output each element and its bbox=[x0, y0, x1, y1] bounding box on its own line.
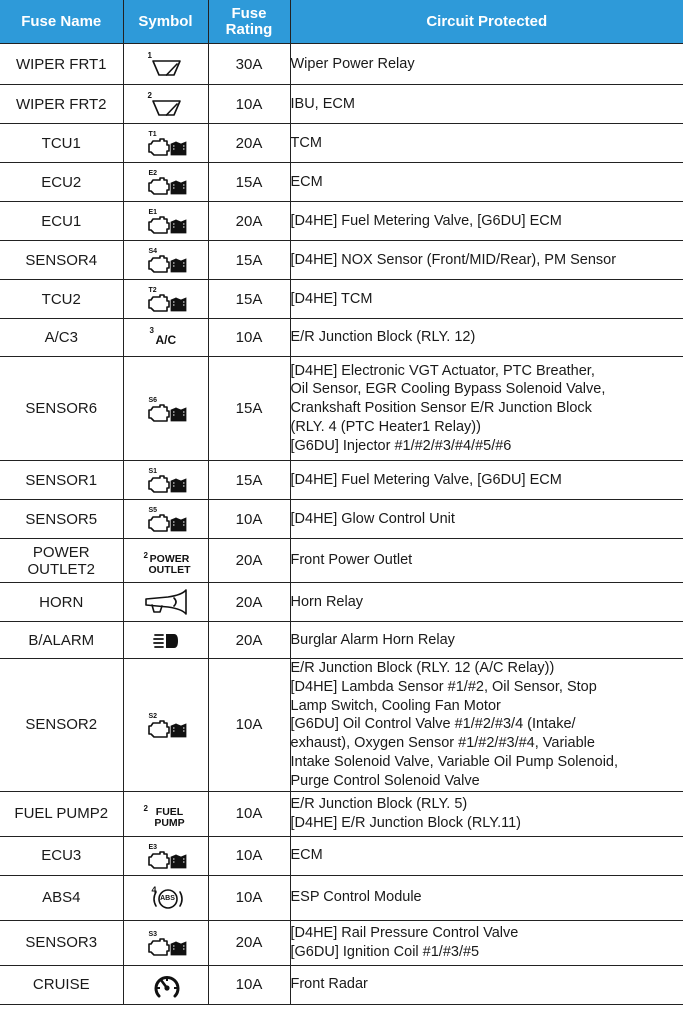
header-fuse-rating-line: Rating bbox=[225, 20, 273, 38]
circuit-protected-cell bbox=[290, 319, 683, 357]
engine-book-icon bbox=[138, 206, 194, 236]
circuit-protected-cell bbox=[290, 836, 683, 875]
fuse-name-line: ABS4 bbox=[42, 889, 81, 907]
circuit-line: [G6DU] Injector #1/#2/#3/#4/#5/#6 bbox=[290, 437, 512, 454]
symbol-text-line: PUMP bbox=[154, 816, 185, 829]
symbol-cell bbox=[123, 461, 208, 500]
fuse-name-cell bbox=[0, 875, 123, 920]
circuit-line: [D4HE] E/R Junction Block (RLY.11) bbox=[290, 814, 521, 831]
table-row bbox=[0, 357, 683, 461]
engine-book-icon bbox=[138, 504, 194, 534]
circuit-line: [D4HE] Electronic VGT Actuator, PTC Breather, bbox=[290, 362, 595, 379]
circuit-line: [D4HE] Fuel Metering Valve, [G6DU] ECM bbox=[290, 471, 562, 488]
engine-book-icon bbox=[138, 928, 194, 958]
circuit-protected-cell bbox=[290, 85, 683, 124]
circuit-line: E/R Junction Block (RLY. 12) bbox=[290, 329, 476, 346]
fuse-name-cell bbox=[0, 965, 123, 1004]
fuse-rating-cell: 10A bbox=[208, 319, 290, 357]
fuse-name-line: CRUISE bbox=[32, 976, 90, 994]
symbol-superscript: E2 bbox=[148, 170, 158, 177]
symbol-cell bbox=[123, 319, 208, 357]
circuit-line: exhaust), Oxygen Sensor #1/#2/#3/#4, Variable bbox=[290, 735, 595, 752]
table-row bbox=[0, 241, 683, 280]
fuse-name-line: FUEL PUMP2 bbox=[14, 805, 109, 823]
fuse-name-line: SENSOR6 bbox=[25, 400, 98, 417]
circuit-line: [D4HE] Rail Pressure Control Valve bbox=[290, 924, 519, 941]
fuse-name-cell bbox=[0, 622, 123, 659]
symbol-cell bbox=[123, 539, 208, 583]
circuit-protected-cell bbox=[290, 622, 683, 659]
fuse-name-cell bbox=[0, 461, 123, 500]
circuit-line: [G6DU] Oil Control Valve #1/#2/#3/4 (Intake/ bbox=[290, 716, 576, 733]
fuse-rating-cell: 10A bbox=[208, 659, 290, 792]
circuit-line: Burglar Alarm Horn Relay bbox=[290, 631, 455, 648]
circuit-line: [D4HE] TCM bbox=[290, 290, 373, 307]
symbol-text-line: FUEL bbox=[155, 805, 184, 818]
engine-book-icon bbox=[138, 465, 194, 495]
symbol-text-line: A/C bbox=[155, 332, 177, 347]
wiper-icon bbox=[138, 49, 194, 79]
symbol-text bbox=[159, 895, 177, 903]
fuse-rating-cell: 30A bbox=[208, 44, 290, 85]
circuit-protected-cell bbox=[290, 44, 683, 85]
circuit-protected-cell bbox=[290, 202, 683, 241]
fuse-name-cell bbox=[0, 659, 123, 792]
fuse-name-line: WIPER FRT1 bbox=[15, 55, 107, 73]
fuse-name-cell bbox=[0, 163, 123, 202]
table-row bbox=[0, 319, 683, 357]
fuse-name-line: ECU1 bbox=[41, 212, 82, 230]
table-row bbox=[0, 202, 683, 241]
table-header-row bbox=[0, 0, 683, 44]
symbol-superscript: S3 bbox=[148, 930, 158, 938]
symbol-text bbox=[148, 554, 192, 576]
circuit-protected-cell bbox=[290, 965, 683, 1004]
fuse-rating-cell: 10A bbox=[208, 85, 290, 124]
circuit-line: ESP Control Module bbox=[290, 889, 422, 906]
fuse-name-line: HORN bbox=[39, 593, 84, 611]
symbol-cell bbox=[123, 920, 208, 965]
circuit-line: [D4HE] Fuel Metering Valve, [G6DU] ECM bbox=[290, 212, 562, 229]
table-row bbox=[0, 836, 683, 875]
symbol-cell bbox=[123, 875, 208, 920]
alarm-light-icon bbox=[138, 625, 194, 655]
symbol-cell bbox=[123, 965, 208, 1004]
abs-icon bbox=[138, 883, 194, 913]
fuse-name-cell bbox=[0, 319, 123, 357]
fuse-name-line: A/C3 bbox=[44, 329, 78, 346]
circuit-line: [D4HE] Glow Control Unit bbox=[290, 510, 455, 527]
table-row bbox=[0, 622, 683, 659]
fuse-name-cell bbox=[0, 44, 123, 85]
circuit-line: Lamp Switch, Cooling Fan Motor bbox=[290, 697, 501, 714]
fuse-name-cell bbox=[0, 836, 123, 875]
header-fuse-rating bbox=[208, 0, 290, 44]
circuit-line: E/R Junction Block (RLY. 12 (A/C Relay)) bbox=[290, 660, 555, 676]
fuse-name-line: TCU2 bbox=[41, 290, 81, 308]
table-row bbox=[0, 539, 683, 583]
fuse-rating-cell: 20A bbox=[208, 622, 290, 659]
header-symbol: Symbol bbox=[123, 0, 208, 44]
symbol-superscript: E3 bbox=[148, 843, 158, 851]
fuse-rating-cell: 10A bbox=[208, 875, 290, 920]
fuse-rating-cell: 15A bbox=[208, 461, 290, 500]
symbol-cell bbox=[123, 163, 208, 202]
circuit-protected-cell bbox=[290, 163, 683, 202]
circuit-line: (RLY. 4 (PTC Heater1 Relay)) bbox=[290, 418, 481, 435]
symbol-cell bbox=[123, 202, 208, 241]
table-row bbox=[0, 500, 683, 539]
table-row bbox=[0, 920, 683, 965]
symbol-superscript: 2 bbox=[147, 91, 152, 100]
symbol-cell bbox=[123, 280, 208, 319]
fuse-name-cell bbox=[0, 500, 123, 539]
symbol-text-line: POWER bbox=[149, 552, 190, 565]
fuse-name-cell bbox=[0, 920, 123, 965]
circuit-protected-cell bbox=[290, 357, 683, 461]
circuit-protected-cell bbox=[290, 124, 683, 163]
table-row bbox=[0, 44, 683, 85]
fuse-name-cell bbox=[0, 124, 123, 163]
engine-book-icon bbox=[138, 710, 194, 740]
fuse-name-cell bbox=[0, 539, 123, 583]
fuse-rating-cell: 15A bbox=[208, 163, 290, 202]
engine-book-icon bbox=[138, 167, 194, 197]
fuse-name-line: ECU2 bbox=[41, 173, 82, 191]
symbol-cell bbox=[123, 357, 208, 461]
fuse-name-cell bbox=[0, 357, 123, 461]
engine-book-icon bbox=[138, 128, 194, 158]
table-row bbox=[0, 124, 683, 163]
symbol-superscript: S6 bbox=[148, 396, 158, 404]
circuit-line: [D4HE] NOX Sensor (Front/MID/Rear), PM Sensor bbox=[290, 251, 617, 268]
fuse-rating-cell: 15A bbox=[208, 280, 290, 319]
symbol-superscript: 2 bbox=[143, 803, 148, 813]
fuse-rating-cell: 10A bbox=[208, 791, 290, 836]
engine-book-icon bbox=[138, 394, 194, 424]
circuit-line: [D4HE] Lambda Sensor #1/#2, Oil Sensor, Stop bbox=[290, 678, 597, 695]
fuse-name-line: SENSOR5 bbox=[25, 510, 98, 528]
fuse-name-cell bbox=[0, 241, 123, 280]
fuse-name-cell bbox=[0, 85, 123, 124]
symbol-superscript: S1 bbox=[148, 468, 158, 475]
circuit-line: TCM bbox=[290, 134, 322, 151]
power-outlet-text-icon bbox=[138, 546, 194, 576]
fuse-rows bbox=[0, 44, 683, 1005]
fuse-rating-cell: 10A bbox=[208, 836, 290, 875]
fuse-name-cell bbox=[0, 791, 123, 836]
symbol-superscript: E1 bbox=[148, 209, 158, 216]
fuel-pump-text-icon bbox=[138, 799, 194, 829]
table-row bbox=[0, 461, 683, 500]
table-row bbox=[0, 791, 683, 836]
symbol-superscript: 1 bbox=[147, 51, 152, 60]
table-row bbox=[0, 659, 683, 792]
symbol-text-line: ABS bbox=[160, 894, 175, 902]
symbol-cell bbox=[123, 791, 208, 836]
circuit-protected-cell bbox=[290, 241, 683, 280]
symbol-superscript: 2 bbox=[143, 550, 148, 560]
symbol-cell bbox=[123, 124, 208, 163]
table-row bbox=[0, 583, 683, 622]
circuit-line: Front Power Outlet bbox=[290, 552, 413, 569]
fuse-name-line: B/ALARM bbox=[28, 631, 95, 649]
fuse-name-line: SENSOR2 bbox=[25, 716, 98, 734]
cruise-speedometer-icon bbox=[138, 970, 194, 1000]
symbol-cell bbox=[123, 622, 208, 659]
engine-book-icon bbox=[138, 284, 194, 314]
fuse-name-line: TCU1 bbox=[41, 134, 81, 152]
symbol-superscript: 3 bbox=[149, 325, 154, 335]
engine-book-icon bbox=[138, 245, 194, 275]
fuse-name-cell bbox=[0, 583, 123, 622]
symbol-cell bbox=[123, 241, 208, 280]
engine-book-icon bbox=[138, 841, 194, 871]
fuse-name-line: SENSOR1 bbox=[25, 471, 98, 489]
circuit-line: Crankshaft Position Sensor E/R Junction Block bbox=[290, 400, 592, 417]
circuit-line: Horn Relay bbox=[290, 593, 364, 610]
fuse-name-line: WIPER FRT2 bbox=[15, 95, 107, 113]
fuse-rating-cell: 15A bbox=[208, 241, 290, 280]
symbol-cell bbox=[123, 583, 208, 622]
symbol-text bbox=[155, 332, 177, 347]
circuit-line: IBU, ECM bbox=[290, 95, 355, 112]
circuit-line: ECM bbox=[290, 173, 323, 190]
fuse-rating-cell: 15A bbox=[208, 357, 290, 461]
circuit-protected-cell bbox=[290, 791, 683, 836]
fuse-rating-cell: 20A bbox=[208, 124, 290, 163]
horn-icon bbox=[138, 587, 194, 617]
circuit-protected-cell bbox=[290, 920, 683, 965]
fuse-rating-cell: 20A bbox=[208, 202, 290, 241]
circuit-protected-cell bbox=[290, 280, 683, 319]
fuse-name-cell bbox=[0, 202, 123, 241]
header-fuse-name: Fuse Name bbox=[0, 0, 123, 44]
fuse-name-cell bbox=[0, 280, 123, 319]
fuse-name-line: OUTLET2 bbox=[27, 560, 95, 578]
symbol-superscript: S5 bbox=[148, 507, 158, 514]
circuit-line: Oil Sensor, EGR Cooling Bypass Solenoid Valve, bbox=[290, 381, 606, 398]
circuit-protected-cell bbox=[290, 659, 683, 792]
symbol-cell bbox=[123, 659, 208, 792]
circuit-line: [G6DU] Ignition Coil #1/#3/#5 bbox=[290, 943, 480, 960]
symbol-superscript: 4 bbox=[151, 884, 157, 895]
symbol-superscript: T2 bbox=[148, 287, 157, 294]
circuit-protected-cell bbox=[290, 500, 683, 539]
circuit-line: Intake Solenoid Valve, Variable Oil Pump Solenoid, bbox=[290, 753, 619, 770]
symbol-superscript: S2 bbox=[148, 712, 158, 720]
symbol-cell bbox=[123, 500, 208, 539]
table-row bbox=[0, 280, 683, 319]
table-row bbox=[0, 875, 683, 920]
symbol-text bbox=[148, 807, 192, 829]
table-row bbox=[0, 965, 683, 1004]
table-row bbox=[0, 85, 683, 124]
fuse-name-line: ECU3 bbox=[41, 847, 82, 865]
fuse-rating-cell: 20A bbox=[208, 539, 290, 583]
fuse-rating-cell: 10A bbox=[208, 500, 290, 539]
fuse-name-line: POWER bbox=[32, 543, 90, 561]
circuit-line: Front Radar bbox=[290, 976, 368, 993]
symbol-cell bbox=[123, 85, 208, 124]
symbol-cell bbox=[123, 44, 208, 85]
wiper-icon bbox=[138, 89, 194, 119]
symbol-text-line: OUTLET bbox=[148, 563, 191, 576]
fuse-name-line: SENSOR4 bbox=[25, 251, 98, 269]
fuse-rating-cell: 20A bbox=[208, 583, 290, 622]
fuse-name-line: SENSOR3 bbox=[25, 934, 98, 952]
header-fuse-rating-line: Fuse bbox=[231, 4, 267, 22]
fuse-rating-cell: 20A bbox=[208, 920, 290, 965]
circuit-line: Purge Control Solenoid Valve bbox=[290, 772, 480, 789]
circuit-protected-cell bbox=[290, 539, 683, 583]
circuit-line: ECM bbox=[290, 847, 323, 864]
fuse-rating-cell: 10A bbox=[208, 965, 290, 1004]
ac-text-icon bbox=[138, 323, 194, 353]
circuit-protected-cell bbox=[290, 875, 683, 920]
circuit-line: E/R Junction Block (RLY. 5) bbox=[290, 795, 468, 812]
circuit-protected-cell bbox=[290, 583, 683, 622]
circuit-line: Wiper Power Relay bbox=[290, 55, 415, 72]
table-row bbox=[0, 163, 683, 202]
symbol-cell bbox=[123, 836, 208, 875]
circuit-protected-cell bbox=[290, 461, 683, 500]
symbol-superscript: T1 bbox=[148, 131, 157, 138]
header-circuit-protected: Circuit Protected bbox=[290, 0, 683, 44]
symbol-superscript: S4 bbox=[148, 248, 158, 255]
